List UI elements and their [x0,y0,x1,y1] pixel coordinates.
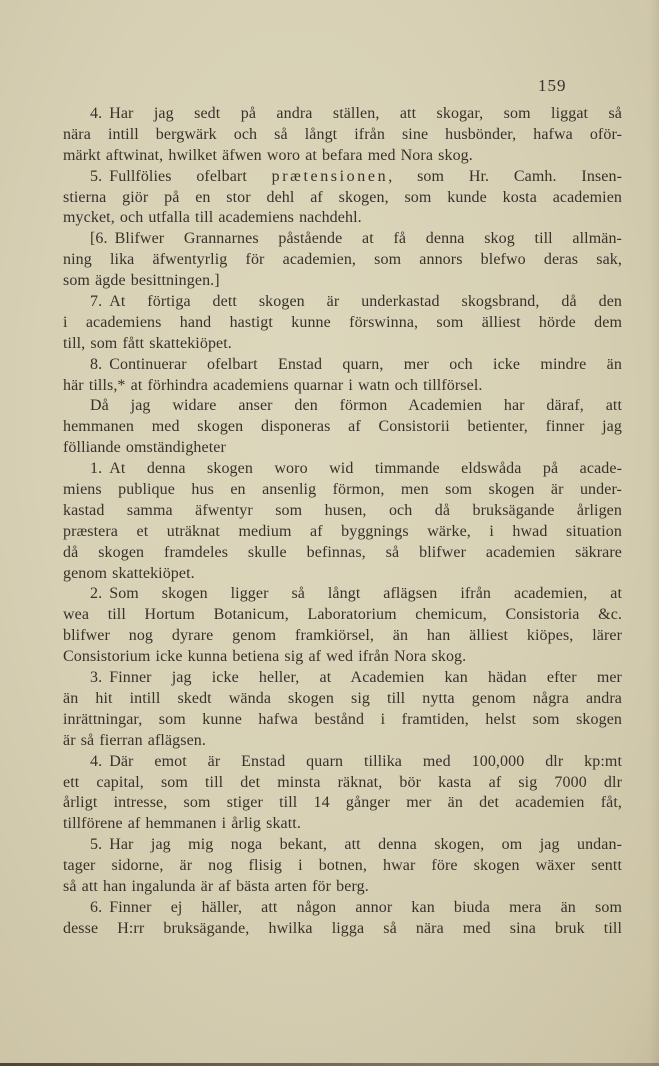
item-number: 5. [90,167,103,185]
paragraph [63,668,622,752]
paragraph [63,229,622,292]
text-block [63,104,622,940]
item-number: 7. [90,293,103,311]
text-line: till, som fått skattekiöpet. [63,334,232,352]
item-number: [6. [90,230,108,248]
paragraph [63,396,622,459]
text-line: 6. Finner ej häller, att någon annor kan biuda mera än som [90,898,622,916]
text-line: præstera et uträknat medium af byggnings wärke, i hwad situation [63,522,622,540]
text-line: Då jag widare anser den förmon Academien har däraf, att [90,397,622,415]
text-line: 4. Där emot är Enstad quarn tillika med 100,000 dlr kp:mt [90,752,622,770]
paragraph [63,835,622,898]
item-number: 4. [90,105,103,122]
item-number: 3. [90,669,103,687]
text-line: 7. At förtiga dett skogen är underkastad skogsbrand, då den [90,293,622,311]
text-line: hemmanen med skogen disponeras af Consistorii betienter, finner jag [63,418,622,436]
emphasized-word: prætensionen [271,167,389,185]
text-line: 4. Har jag sedt på andra ställen, att skogar, som liggat så [90,105,622,122]
text-line: nära intill bergwärk och så långt ifrån sine husbönder, hafwa oför- [63,125,622,143]
text-line: är så fierran aflägsen. [63,731,206,749]
text-line: genom skattekiöpet. [63,564,195,582]
text-line: stierna giör på en stor dehl af skogen, som kunde kosta academien [63,188,622,206]
text-line: tillförene af hemmanen i årlig skatt. [63,815,301,833]
text-line: desse H:rr bruksägande, hwilka ligga så nära med sina bruk till [63,919,622,937]
paragraph [63,459,622,584]
text-line: kastad samma äfwentyr som husen, och då bruksägande årligen [63,501,622,519]
text-line: 5. Fullfölies ofelbart prætensionen, som Hr. Camh. Insen- [90,167,622,185]
text-line: fölliande omständigheter [63,439,226,457]
item-number: 4. [90,752,103,770]
item-number: 1. [90,460,103,478]
paragraph [63,752,622,836]
text-line: mycket, och utfalla till academiens nachdehl. [63,209,362,227]
item-number: 6. [90,898,103,916]
text-line: 5. Har jag mig noga bekant, att denna skogen, om jag undan- [90,836,622,854]
text-line: så att han ingalunda är af bästa arten för berg. [63,877,369,895]
page-number: 159 [538,76,567,95]
text-line: som ägde besittningen.] [63,272,220,290]
text-line: årligt intresse, som stiger till 14 gånger mer än det academien fåt, [63,794,622,812]
item-number: 5. [90,836,103,854]
text-line: märkt aftwinat, hwilket äfwen woro at befara med Nora skog. [63,146,473,164]
text-line: här tills,* at förhindra academiens quarnar i watn och tillförsel. [63,376,483,394]
paragraph [63,292,622,355]
text-line: 8. Continuerar ofelbart Enstad quarn, mer och icke mindre än [90,355,622,373]
text-line: 2. Som skogen ligger så långt aflägsen ifrån academien, at [90,585,622,603]
text-line: inrättningar, som kunne hafwa bestånd i framtiden, helst som skogen [63,710,622,728]
paragraph [63,355,622,397]
text-line: [6. Blifwer Grannarnes påstående at få denna skog till allmän- [90,230,622,248]
text-line: wea till Hortum Botanicum, Laboratorium chemicum, Consistoria &c. [63,606,622,624]
item-number: 8. [90,355,103,373]
text-line: ett capital, som till det minsta räknat, bör kasta af sig 7000 dlr [63,773,622,791]
paragraph [63,898,622,940]
text-line: tager sidorne, är nog flisig i botnen, hwar före skogen wäxer sentt [63,857,622,875]
text-line: 1. At denna skogen woro wid timmande eldswåda på acade- [90,460,622,478]
text-line: blifwer nog dyrare genom framkiörsel, än han älliest kiöpes, lärer [63,627,622,645]
paragraph [63,167,622,230]
text-line: ning lika äfwentyrlig för academien, som annors blefwo deras sak, [63,251,622,269]
text-line: då skogen framdeles skulle befinnas, så blifwer academien säkrare [63,543,622,561]
text-line: i academiens hand hastigt kunne förswinna, som älliest hörde dem [63,313,622,331]
text-line: än hit intill skedt wända skogen sig till nytta genom några andra [63,689,622,707]
text-line: miens publique hus en ansenlig förmon, men som skogen är under- [63,481,622,499]
paragraph [63,584,622,668]
item-number: 2. [90,585,103,603]
text-line: 3. Finner jag icke heller, at Academien kan hädan efter mer [90,669,622,687]
text-line: Consistorium icke kunna betiena sig af wed ifrån Nora skog. [63,648,467,666]
paragraph [63,104,622,167]
